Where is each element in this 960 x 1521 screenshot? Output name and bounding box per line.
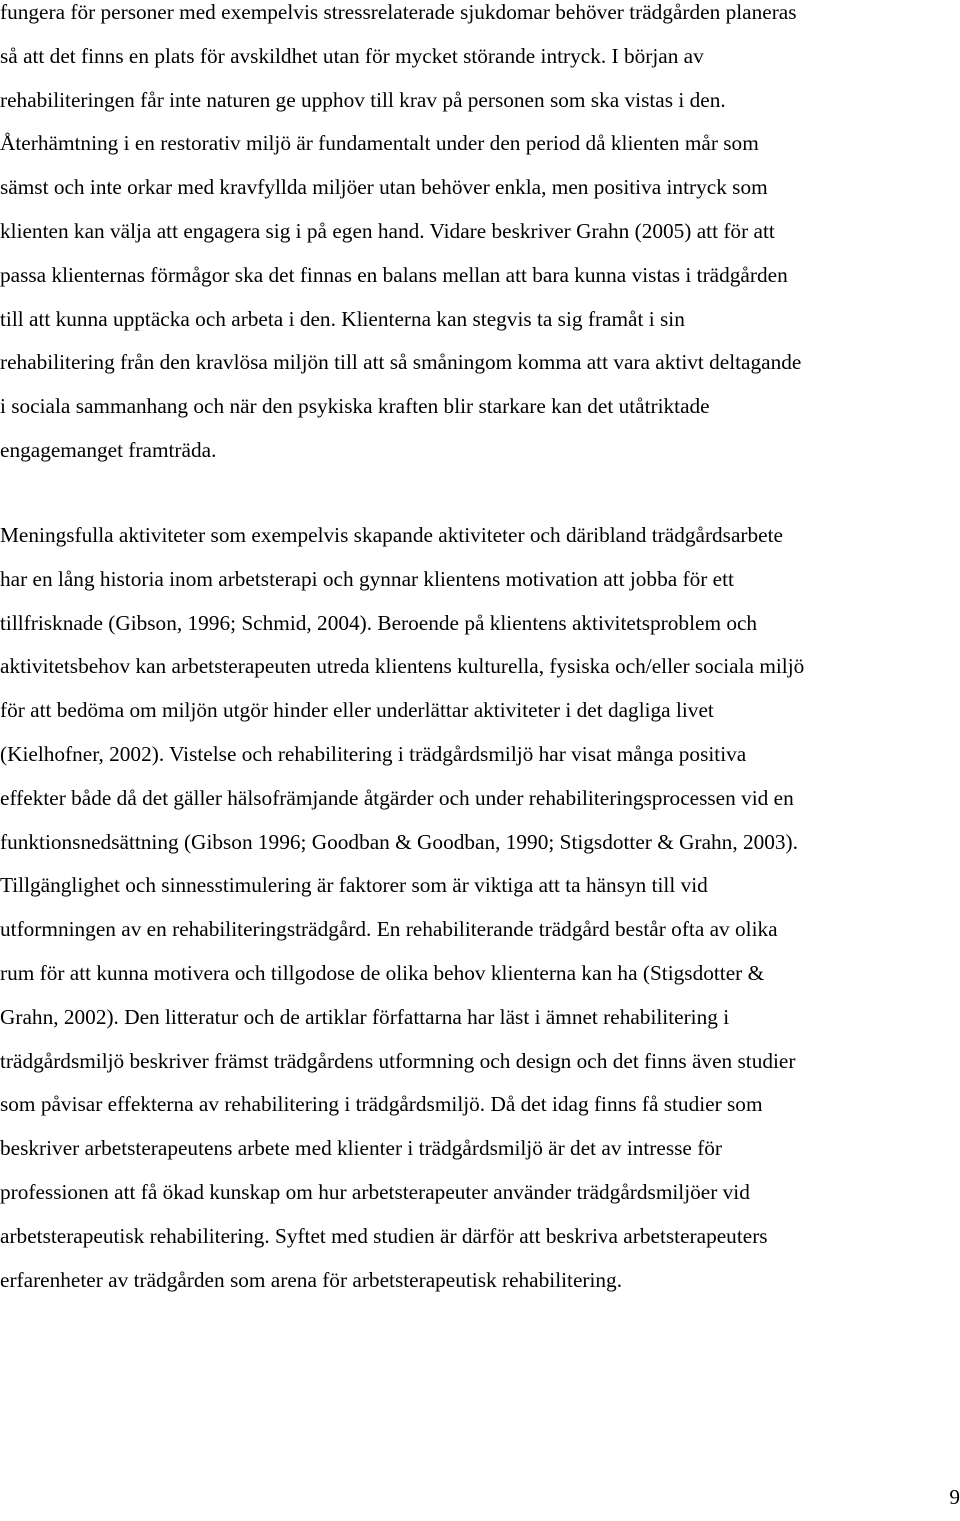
text-line: engagemanget framträda. [0, 437, 217, 462]
text-line: arbetsterapeutisk rehabilitering. Syftet med studien är därför att beskriva arbetsterapeuters [0, 1223, 768, 1248]
text-line: aktivitetsbehov kan arbetsterapeuten utreda klientens kulturella, fysiska och/eller sociala miljö [0, 654, 805, 679]
text-line: trädgårdsmiljö beskriver främst trädgårdens utformning och design och det finns även studier [0, 1048, 796, 1073]
text-line: rum för att kunna motivera och tillgodose de olika behov klienterna kan ha (Stigsdotter & [0, 960, 765, 985]
text-line: funktionsnedsättning (Gibson 1996; Goodban & Goodban, 1990; Stigsdotter & Grahn, 2003). [0, 829, 798, 854]
text-line: professionen att få ökad kunskap om hur arbetsterapeuter använder trädgårdsmiljöer vid [0, 1179, 750, 1204]
text-line: har en lång historia inom arbetsterapi och gynnar klientens motivation att jobba för ett [0, 566, 734, 591]
text-line: Meningsfulla aktiviteter som exempelvis skapande aktiviteter och däribland trädgårdsarbete [0, 523, 783, 547]
text-line: till att kunna upptäcka och arbeta i den. Klienterna kan stegvis ta sig framåt i sin [0, 306, 685, 331]
text-line: rehabiliteringen får inte naturen ge upphov till krav på personen som ska vistas i den. [0, 87, 726, 112]
text-line: i sociala sammanhang och när den psykiska kraften blir starkare kan det utåtriktade [0, 394, 710, 419]
text-line: effekter både då det gäller hälsofrämjande åtgärder och under rehabiliteringsprocessen vid en [0, 785, 794, 810]
page-number: 9 [949, 1485, 960, 1509]
text-line: så att det finns en plats för avskildhet utan för mycket störande intryck. I början av [0, 43, 704, 68]
text-line: för att bedöma om miljön utgör hinder eller underlättar aktiviteter i det dagliga livet [0, 698, 714, 723]
text-line: fungera för personer med exempelvis stressrelaterade sjukdomar behöver trädgården planeras [0, 0, 797, 24]
text-line: erfarenheter av trädgården som arena för arbetsterapeutisk rehabilitering. [0, 1267, 623, 1292]
text-line: som påvisar effekterna av rehabilitering i trädgårdsmiljö. Då det idag finns få studier som [0, 1092, 763, 1117]
text-line: Grahn, 2002). Den litteratur och de artiklar författarna har läst i ämnet rehabilitering i [0, 1004, 730, 1029]
text-line: tillfrisknade (Gibson, 1996; Schmid, 2004). Beroende på klientens aktivitetsproblem och [0, 610, 758, 635]
text-line: klienten kan välja att engagera sig i på egen hand. Vidare beskriver Grahn (2005) att för att [0, 218, 775, 243]
text-line: rehabilitering från den kravlösa miljön till att så småningom komma att vara aktivt deltagande [0, 350, 802, 375]
text-line: passa klienternas förmågor ska det finnas en balans mellan att bara kunna vistas i trädgården [0, 262, 788, 287]
text-line: utformningen av en rehabiliteringsträdgård. En rehabiliterande trädgård består ofta av olika [0, 917, 778, 942]
text-line: Återhämtning i en restorativ miljö är fundamentalt under den period då klienten mår som [0, 131, 759, 156]
text-line: beskriver arbetsterapeutens arbete med klienter i trädgårdsmiljö är det av intresse för [0, 1136, 723, 1161]
text-line: sämst och inte orkar med kravfyllda miljöer utan behöver enkla, men positiva intryck som [0, 175, 768, 200]
body-paragraph-1 [0, 0, 960, 473]
text-line: Tillgänglighet och sinnesstimulering är faktorer som är viktiga att ta hänsyn till vid [0, 873, 708, 898]
body-paragraph-2 [0, 514, 960, 1302]
text-line: (Kielhofner, 2002). Vistelse och rehabilitering i trädgårdsmiljö har visat många positiva [0, 741, 747, 766]
